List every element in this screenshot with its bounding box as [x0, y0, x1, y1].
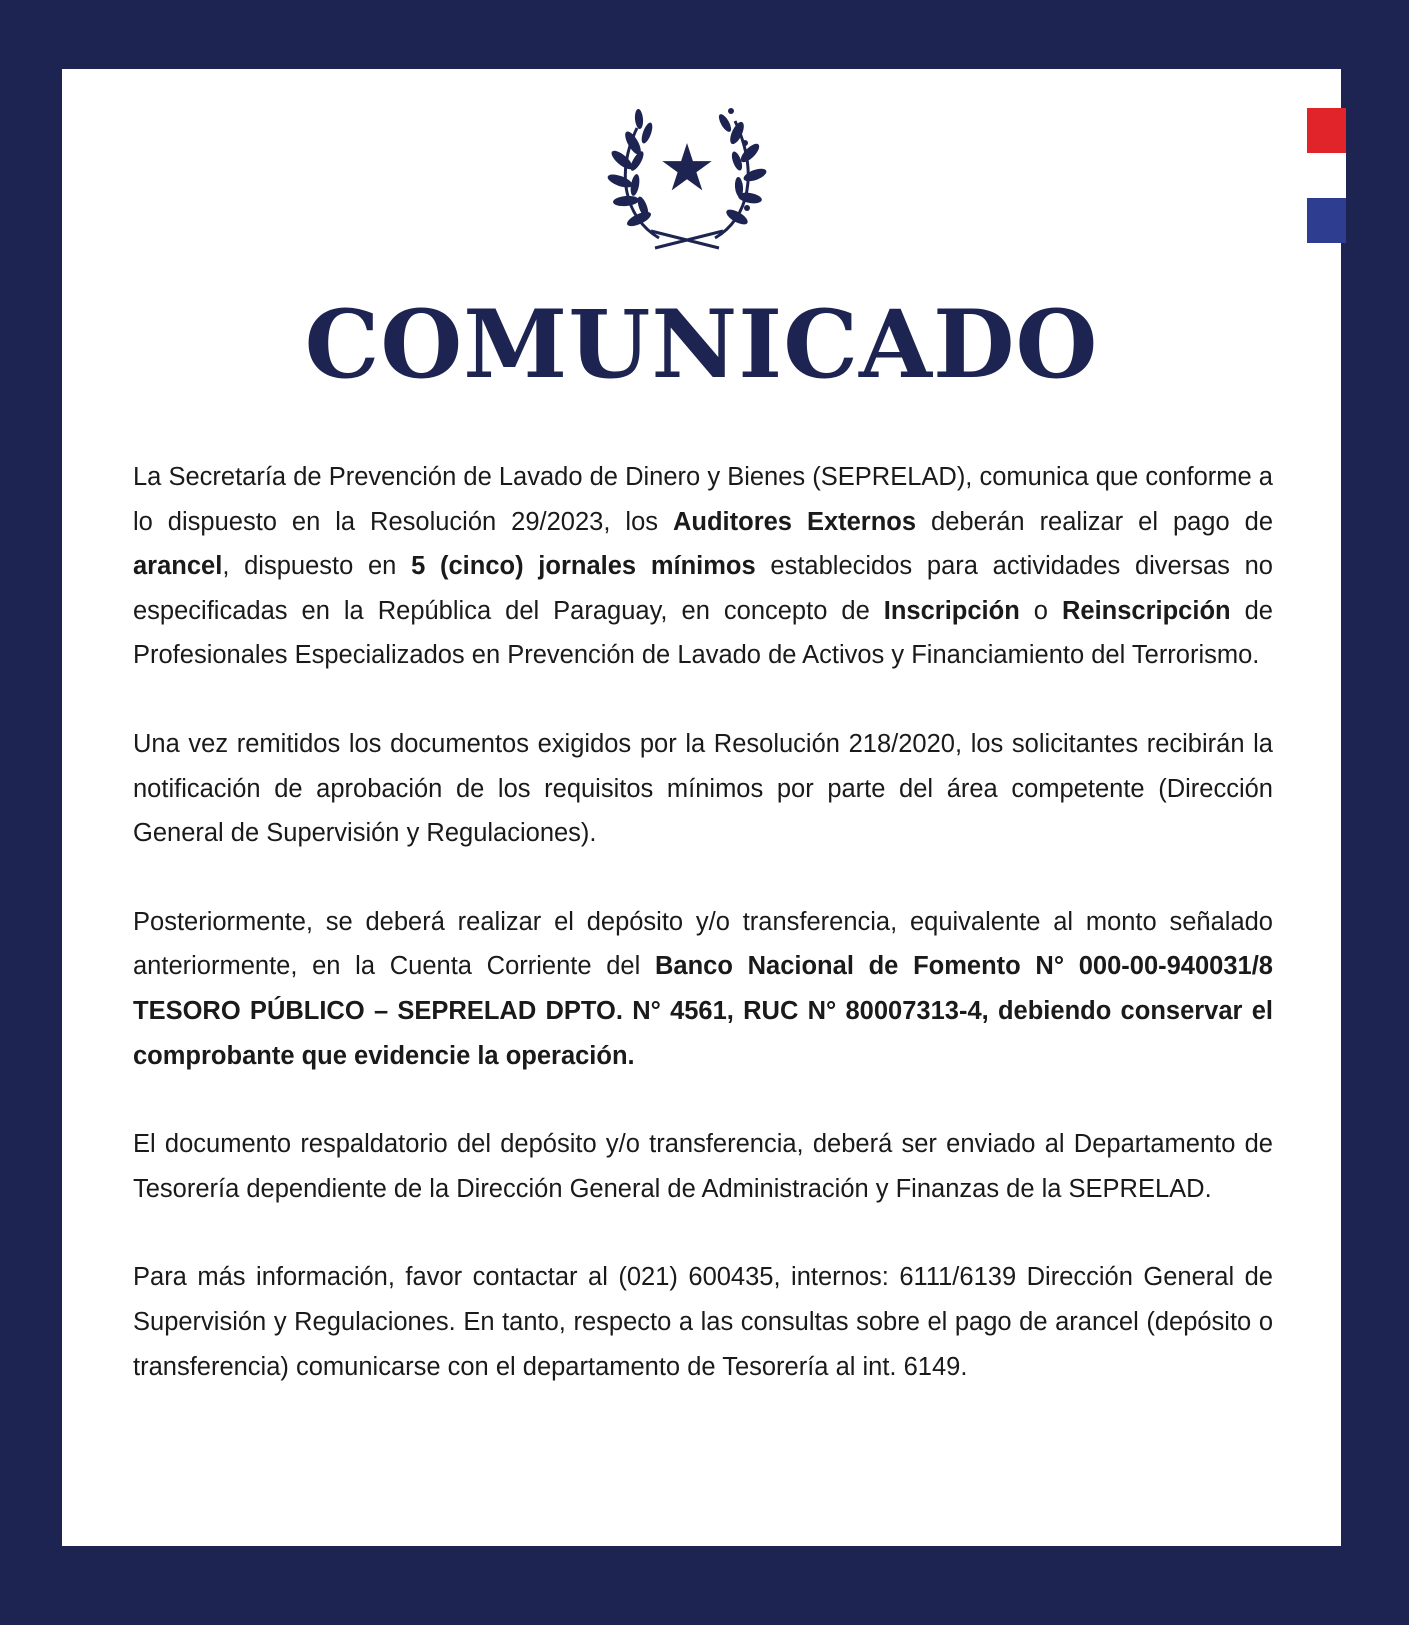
bold-segment: Reinscripción	[1061, 596, 1231, 625]
text-segment: de Profesionales Especializados en Prevención de Lavado de Activos y Financiamiento del Terrorismo.	[133, 596, 1273, 670]
text-segment: Posteriormente, se deberá realizar el depósito y/o transferencia, equivalente al monto señalado anteriormente, en la Cuenta Corriente del	[133, 907, 1273, 981]
bold-segment: Inscripción	[883, 596, 1020, 625]
text-segment: o	[1019, 596, 1062, 625]
flag-stripe-white	[1307, 153, 1346, 198]
flag-stripe-blue	[1307, 198, 1346, 243]
text-segment: establecidos para actividades diversas no especificadas en la República del Paraguay, en concepto de	[133, 552, 1273, 625]
text-segment: , dispuesto en	[222, 552, 412, 581]
paragraph-approval: Una vez remitidos los documentos exigidos por la Resolución 218/2020, los solicitantes recibirán la notificación de aprobación de los requisitos mínimos por parte del área competente (Dirección General de Supervisión y Regulaciones).	[133, 729, 1273, 848]
text-segment: deberán realizar el pago de	[916, 507, 1273, 536]
paragraph-contact: Para más información, favor contactar al (021) 600435, internos: 6111/6139 Dirección General de Supervisión y Regulaciones. En tanto, respecto a las consultas sobre el pago de arancel (depósito o transferencia) comunicarse con el departamento de Tesorería al int. 6149.	[133, 1263, 1273, 1381]
bold-segment: Auditores Externos	[672, 507, 917, 536]
flag-stripe-red	[1307, 108, 1346, 153]
text-segment: La Secretaría de Prevención de Lavado de Dinero y Bienes (SEPRELAD), comunica que conforme a lo dispuesto en la Resolución 29/2023, los	[133, 463, 1273, 536]
bold-segment: 5 (cinco) jornales mínimos	[411, 552, 756, 581]
page-title: COMUNICADO	[304, 290, 1099, 400]
paragraph-payment	[133, 900, 1273, 1078]
notice-body	[133, 455, 1273, 1389]
bold-segment: arancel	[133, 552, 223, 581]
paragraph-fees	[133, 455, 1273, 678]
bank-account-details: Banco Nacional de Fomento N° 000-00-940031/8 TESORO PÚBLICO – SEPRELAD DPTO. N° 4561, RUC N° 80007313-4, debiendo conservar el comprobante que evidencie la operación.	[133, 952, 1273, 1070]
paragraph-treasury: El documento respaldatorio del depósito y/o transferencia, deberá ser enviado al Departamento de Tesorería dependiente de la Dirección General de Administración y Finanzas de la SEPRELAD.	[133, 1130, 1273, 1203]
star-laurel-wreath-icon	[607, 103, 767, 253]
